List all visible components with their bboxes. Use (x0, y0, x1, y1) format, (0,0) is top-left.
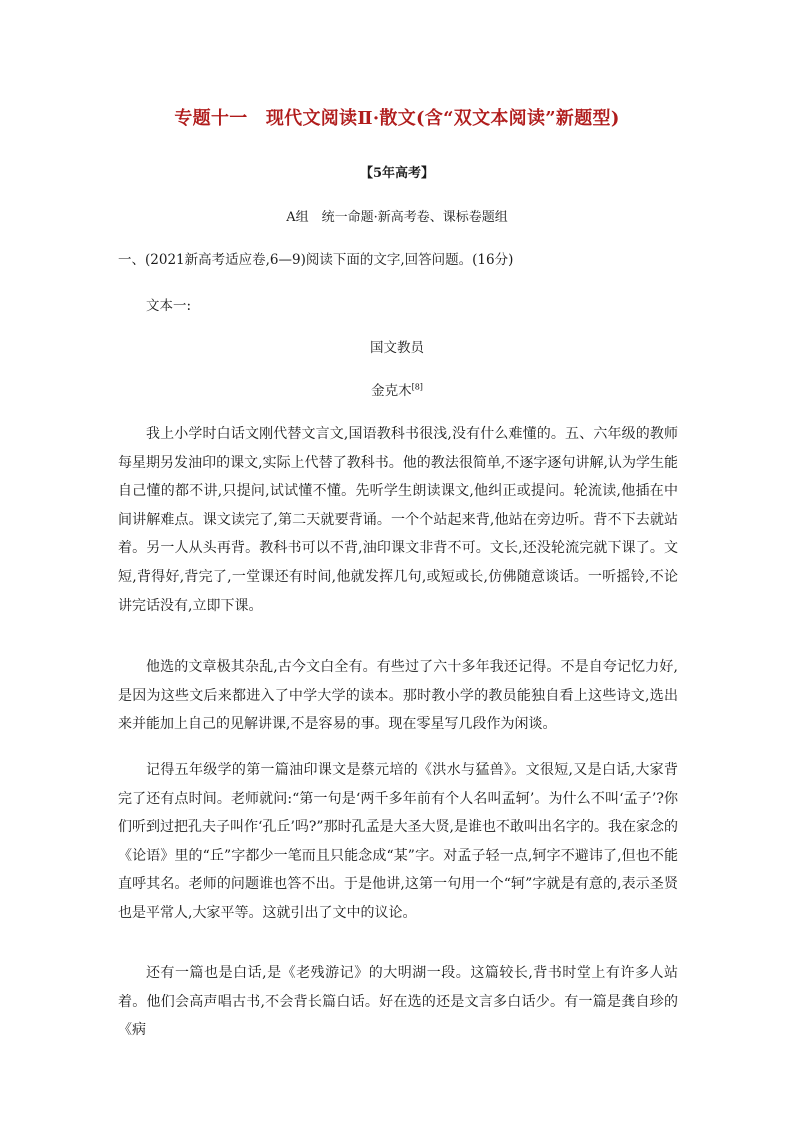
question-line: 一、(2021新高考适应卷,6—9)阅读下面的文字,回答问题。(16分) (118, 252, 514, 268)
paragraph-2: 他选的文章极其杂乱,古今文白全有。有些过了六十多年我还记得。不是自夸记忆力好,是因为这些文后来都进入了中学大学的读本。那时教小学的教员能独自看上这些诗文,选出来并能加上自己的见解讲课,不是容易的事。现在零星写几段作为闲谈。 (118, 659, 678, 733)
paragraph-4: 还有一篇也是白话,是《老残游记》的大明湖一段。这篇较长,背书时堂上有许多人站着。他们会高声唱古书,不会背长篇白话。好在选的还是文言多白话少。有一篇是龚自珍的《病 (118, 965, 678, 1039)
article-author (0, 379, 794, 399)
text-label: 文本一: (146, 298, 192, 314)
paragraph-1: 我上小学时白话文刚代替文言文,国语教科书很浅,没有什么难懂的。五、六年级的教师每星期另发油印的课文,实际上代替了教科书。他的教法很简单,不逐字逐句讲解,认为学生能自己懂的都不讲,只提问,试试懂不懂。先听学生朗读课文,他纠正或提问。轮流读,他插在中间讲解难点。课文读完了,第二天就要背诵。一个个站起来背,他站在旁边听。背不下去就站着。另一人从头再背。教科书可以不背,油印课文非背不可。文长,还没轮流完就下课了。文短,背得好,背完了,一堂课还有时间,他就发挥几句,或短或长,仿佛随意谈话。一听摇铃,不论讲完话没有,立即下课。 (118, 426, 678, 614)
section-heading: 【5年高考】 (359, 166, 435, 181)
author-name: 金克木 (371, 383, 412, 399)
article-title: 国文教员 (370, 340, 424, 356)
page-title: 专题十一 现代文阅读Ⅱ·散文(含“双文本阅读”新题型) (174, 108, 620, 129)
author-footnote-marker: [8] (411, 382, 423, 392)
group-heading: A组 统一命题·新高考卷、课标卷题组 (286, 210, 508, 225)
paragraph-3: 记得五年级学的第一篇油印课文是蔡元培的《洪水与猛兽》。文很短,又是白话,大家背完了还有点时间。老师就问:“第一句是‘两千多年前有个人名叫孟轲’。为什么不叫‘孟子’?你们听到过把孔夫子叫作‘孔丘’吗?”那时孔孟是大圣大贤,是谁也不敢叫出名字的。我在家念的《论语》里的“丘”字都少一笔而且只能念成“某”字。对孟子轻一点,轲字不避讳了,但也不能直呼其名。老师的问题谁也答不出。于是他讲,这第一句用一个“轲”字就是有意的,表示圣贤也是平常人,大家平等。这就引出了文中的议论。 (118, 762, 679, 921)
